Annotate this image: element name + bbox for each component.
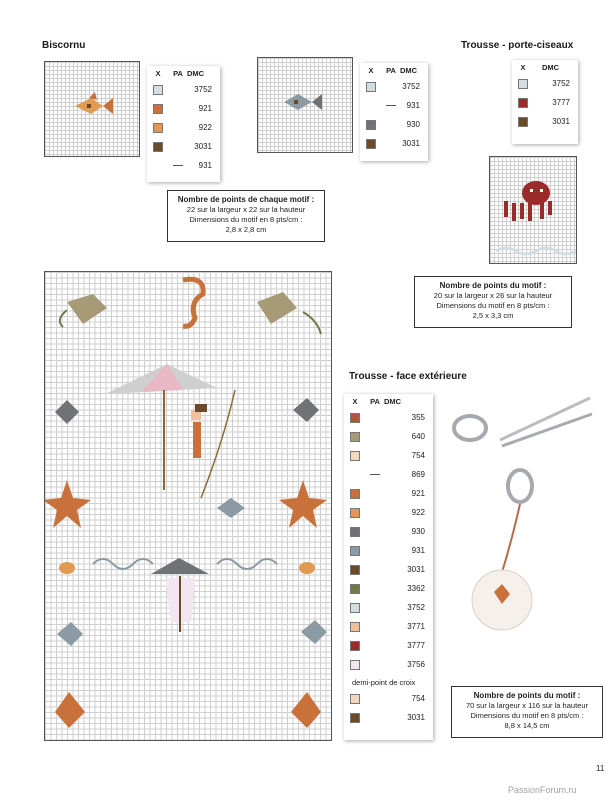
legend-biscornu: [147, 66, 220, 182]
color-swatch: [366, 120, 376, 130]
info-title: Nombre de points de chaque motif :: [177, 195, 315, 204]
legend-row: [344, 617, 433, 636]
color-swatch: [350, 584, 360, 594]
legend-row: [344, 503, 433, 522]
color-swatch: [153, 85, 163, 95]
info-title: Nombre de points du motif :: [439, 281, 547, 290]
legend-row: [344, 598, 433, 617]
dmc-code: 3777: [407, 641, 425, 650]
dmc-code: 922: [411, 508, 425, 517]
leaf-left: [67, 294, 107, 324]
info-line1: 70 sur la largeur x 116 sur la hauteur: [465, 701, 588, 710]
legend-greyfish: [360, 63, 428, 161]
chart-porte-ciseaux-octopus: [489, 156, 577, 264]
legend-row: [147, 118, 220, 137]
legend-head-x: X: [520, 62, 526, 72]
leaf-right: [257, 292, 297, 324]
dmc-code: 930: [411, 527, 425, 536]
legend-row: [360, 115, 428, 134]
legend-head-pa: PA: [173, 68, 183, 78]
color-swatch: [350, 713, 360, 723]
page-number: 11: [596, 764, 605, 773]
legend-row: [344, 636, 433, 655]
legend-rows: [512, 74, 578, 131]
legend-rows: [344, 408, 433, 674]
info-box-biscornu: [167, 190, 325, 242]
backstitch-line-icon: [370, 474, 380, 475]
legend-row: [344, 465, 433, 484]
legend-row: [344, 408, 433, 427]
color-swatch: [350, 489, 360, 499]
color-swatch: [518, 117, 528, 127]
color-swatch: [350, 413, 360, 423]
umbrella-bottom: [151, 558, 209, 574]
dmc-code: 869: [411, 470, 425, 479]
info-title: Nombre de points du motif :: [473, 691, 581, 700]
info-line2: Dimensions du motif en 8 pts/cm :: [470, 711, 584, 720]
starfish-left: [45, 480, 91, 528]
legend-head-pa: PA: [386, 65, 396, 75]
color-swatch: [350, 527, 360, 537]
color-swatch: [350, 694, 360, 704]
dmc-code: 3031: [402, 139, 420, 148]
dmc-code: 3031: [552, 117, 570, 126]
color-swatch: [350, 622, 360, 632]
dmc-code: 931: [411, 546, 425, 555]
dmc-code: 3777: [552, 98, 570, 107]
greyfish-motif: [258, 58, 352, 152]
dmc-code: 355: [411, 413, 425, 422]
color-swatch: [366, 139, 376, 149]
legend-porte-ciseaux: [512, 60, 578, 144]
section-title-biscornu: Biscornu: [42, 40, 86, 51]
goldfish-motif: [45, 62, 139, 156]
legend-row: [147, 80, 220, 99]
legend-rows: [147, 80, 220, 175]
color-swatch: [518, 79, 528, 89]
dmc-code: 3756: [407, 660, 425, 669]
section-title-trousse-face: Trousse - face extérieure: [349, 371, 467, 382]
color-swatch: [518, 98, 528, 108]
dmc-code: 922: [198, 123, 212, 132]
legend-head-dmc: DMC: [384, 396, 402, 406]
chart-trousse-face-exterieure: [44, 271, 332, 741]
legend-row: [147, 99, 220, 118]
dmc-code: 754: [411, 694, 425, 703]
legend-row: [344, 446, 433, 465]
large-motif: [45, 272, 331, 740]
color-swatch: [366, 82, 376, 92]
legend-head-pa: PA: [370, 396, 380, 406]
legend-face-exterieure: [344, 394, 433, 740]
info-box-porte-ciseaux: [414, 276, 572, 328]
info-box-face-exterieure: [451, 686, 603, 738]
backstitch-line-icon: [386, 105, 396, 106]
info-line3: 2,8 x 2,8 cm: [225, 225, 267, 234]
color-swatch: [350, 432, 360, 442]
legend-row: [344, 708, 433, 727]
legend-row: [512, 93, 578, 112]
color-swatch: [153, 104, 163, 114]
legend-row: [344, 560, 433, 579]
color-swatch: [350, 641, 360, 651]
dmc-code: 921: [411, 489, 425, 498]
color-swatch: [350, 660, 360, 670]
legend-row: [344, 484, 433, 503]
color-swatch: [350, 451, 360, 461]
info-line2: Dimensions du motif en 8 pts/cm :: [436, 301, 550, 310]
dmc-code: 3031: [407, 713, 425, 722]
legend-head-x: X: [352, 396, 358, 406]
color-swatch: [153, 123, 163, 133]
dmc-code: 3031: [407, 565, 425, 574]
legend-head-dmc: DMC: [542, 62, 560, 72]
legend-row: [344, 427, 433, 446]
dmc-code: 930: [406, 120, 420, 129]
dmc-code: 3752: [402, 82, 420, 91]
legend-row: [344, 689, 433, 708]
starfish-right: [279, 480, 327, 528]
dmc-code: 3752: [194, 85, 212, 94]
color-swatch: [350, 565, 360, 575]
legend-head-x: X: [368, 65, 374, 75]
half-stitch-label: demi-point de croix: [352, 678, 416, 687]
legend-rows: [360, 77, 428, 153]
chart-biscornu-greyfish: [257, 57, 353, 153]
info-line1: 22 sur la largeur x 22 sur la hauteur: [186, 205, 306, 214]
info-line1: 20 sur la largeur x 26 sur la hauteur: [433, 291, 553, 300]
color-swatch: [153, 142, 163, 152]
legend-row: [147, 156, 220, 175]
color-swatch: [350, 508, 360, 518]
legend-row: [360, 77, 428, 96]
dmc-code: 3752: [407, 603, 425, 612]
legend-row: [344, 522, 433, 541]
dmc-code: 3362: [407, 584, 425, 593]
watermark: PassionForum.ru: [508, 785, 577, 795]
legend-row: [360, 96, 428, 115]
dmc-code: 931: [406, 101, 420, 110]
dmc-code: 3031: [194, 142, 212, 151]
seahorse: [183, 279, 203, 326]
section-title-trousse-porte-ciseaux: Trousse - porte-ciseaux: [461, 40, 574, 51]
octopus-motif: [490, 157, 576, 263]
dmc-code: 3752: [552, 79, 570, 88]
dmc-code: 931: [198, 161, 212, 170]
legend-row: [344, 655, 433, 674]
dmc-code: 3771: [407, 622, 425, 631]
legend-row: [512, 74, 578, 93]
color-swatch: [350, 603, 360, 613]
backstitch-line-icon: [173, 165, 183, 166]
half-stitch-rows: [344, 689, 433, 727]
legend-row: [344, 541, 433, 560]
scissors-photo: [440, 388, 605, 678]
info-line3: 2,5 x 3,3 cm: [472, 311, 514, 320]
chart-biscornu-goldfish: [44, 61, 140, 157]
legend-row: [344, 579, 433, 598]
legend-head-dmc: DMC: [400, 65, 418, 75]
info-line2: Dimensions du motif en 8 pts/cm :: [189, 215, 303, 224]
legend-row: [512, 112, 578, 131]
legend-row: [147, 137, 220, 156]
legend-row: [360, 134, 428, 153]
color-swatch: [350, 546, 360, 556]
legend-head-x: X: [155, 68, 161, 78]
dmc-code: 921: [198, 104, 212, 113]
info-line3: 8,8 x 14,5 cm: [504, 721, 550, 730]
legend-head-dmc: DMC: [187, 68, 205, 78]
dmc-code: 640: [411, 432, 425, 441]
dmc-code: 754: [411, 451, 425, 460]
